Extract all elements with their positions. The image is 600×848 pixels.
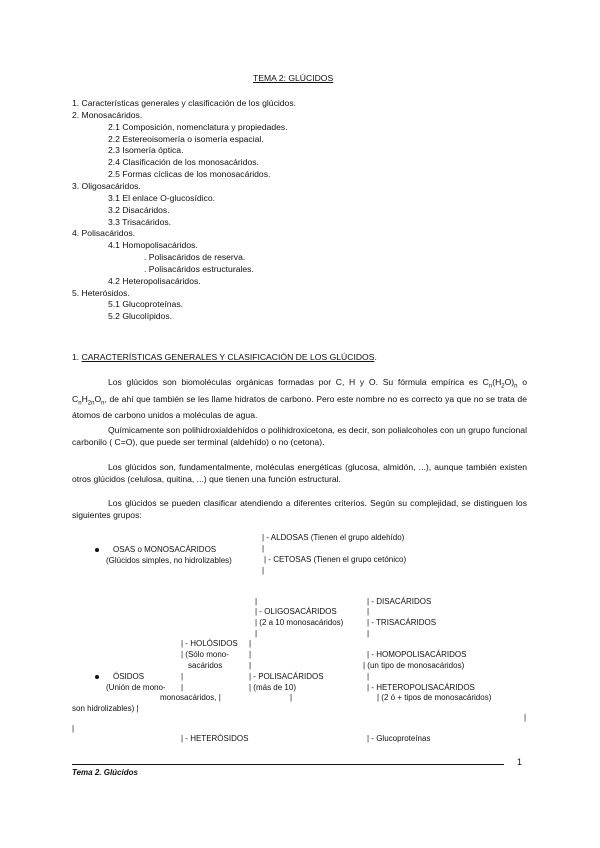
scheme-bar: | bbox=[262, 566, 265, 575]
subscript: 2n bbox=[87, 400, 95, 407]
page-title: TEMA 2: GLÚCIDOS bbox=[253, 73, 334, 83]
scheme-hidrolizables: son hidrolizables) | bbox=[72, 704, 139, 713]
toc-item: 3.3 Trisacáridos. bbox=[108, 216, 172, 227]
scheme-bar: | bbox=[249, 661, 252, 670]
scheme-osas: OSAS o MONOSACÁRIDOS bbox=[113, 545, 217, 554]
toc-item: 2.1 Composición, nomenclatura y propiedades. bbox=[108, 121, 288, 132]
section-title: CARACTERÍSTICAS GENERALES Y CLASIFICACIÓN DE LOS GLÚCIDOS bbox=[81, 352, 375, 362]
paragraph-text: , de ahí que también se les llame hidratos de carbono. Pero este nombre no es correcto ya que no se trata de átomos de carbono unidos a moléculas de agua. bbox=[72, 393, 527, 421]
paragraph-text: Los glúcidos son biomoléculas orgánicas formadas por C, H y O. Su fórmula empírica es C bbox=[108, 377, 489, 387]
paragraph-text: O bbox=[94, 393, 102, 404]
toc-item: 3.1 El enlace O-glucosídico. bbox=[108, 192, 216, 203]
scheme-glucoproteinas: | - Glucoproteínas bbox=[367, 734, 431, 743]
toc-item: 5.1 Glucoproteínas. bbox=[108, 299, 184, 310]
toc-item: 2.5 Formas cíclicas de los monosacáridos. bbox=[108, 169, 271, 180]
scheme-bar: | bbox=[367, 672, 370, 681]
scheme-mas-10: | (más de 10) bbox=[249, 683, 296, 692]
scheme-bar: | bbox=[262, 544, 265, 553]
toc-item: . Polisacáridos de reserva. bbox=[144, 252, 246, 263]
toc-item: 4. Polisacáridos. bbox=[72, 228, 136, 239]
scheme-bar: | bbox=[249, 650, 252, 659]
scheme-heterosidos: | - HETERÓSIDOS bbox=[181, 734, 249, 743]
section-heading bbox=[72, 352, 377, 363]
bullet-icon bbox=[95, 675, 99, 679]
paragraph-chemistry bbox=[72, 424, 527, 448]
toc-item: 5.2 Glucolípidos. bbox=[108, 311, 173, 322]
subscript: n bbox=[78, 400, 82, 407]
paragraph-text: o C bbox=[72, 377, 527, 404]
scheme-osas-note: (Glúcidos simples, no hidrolizables) bbox=[106, 556, 232, 565]
footer-divider bbox=[72, 764, 504, 765]
scheme-sacaridos: sacáridos bbox=[188, 661, 223, 670]
scheme-holosidos: | - HOLÓSIDOS bbox=[181, 639, 238, 648]
paragraph-text: Químicamente son polihidroxialdehídos o polihidroxicetona, es decir, son polialcoholes con un grupo funcional carbonilo ( C=O), que puede ser terminal (aldehído) o no (cetona). bbox=[72, 425, 527, 447]
subscript: n bbox=[488, 383, 493, 390]
toc-item: 2. Monosacáridos. bbox=[72, 109, 143, 120]
footer-text: Tema 2. Glúcidos bbox=[72, 768, 138, 777]
paragraph-composition bbox=[72, 376, 527, 421]
toc-item: 2.4 Clasificación de los monosacáridos. bbox=[108, 157, 259, 168]
scheme-bar: | bbox=[255, 629, 258, 638]
toc-item: 3. Oligosacáridos. bbox=[72, 180, 141, 191]
scheme-osidos: ÓSIDOS bbox=[113, 672, 145, 681]
toc-item: 3.2 Disacáridos. bbox=[108, 204, 170, 215]
scheme-bar: | bbox=[255, 597, 258, 606]
toc-item: 1. Características generales y clasificación de los glúcidos. bbox=[72, 98, 297, 108]
scheme-polisacaridos: | - POLISACÁRIDOS bbox=[249, 672, 324, 681]
scheme-bar: | bbox=[249, 639, 252, 648]
paragraph-classification bbox=[72, 497, 527, 521]
scheme-homopolisacaridos: | - HOMOPOLISACÁRIDOS bbox=[367, 650, 467, 659]
section-heading-end: . bbox=[374, 352, 377, 362]
bullet-icon bbox=[95, 548, 99, 552]
toc-item: 2.3 Isomería óptica. bbox=[108, 145, 184, 156]
scheme-dos-o-mas: | (2 ó + tipos de monosacáridos) bbox=[377, 693, 492, 702]
scheme-union: (Unión de mono- bbox=[106, 683, 166, 692]
scheme-solo-mono: | (Sólo mono- bbox=[181, 650, 229, 659]
scheme-bar: | bbox=[367, 629, 370, 638]
scheme-bar: | bbox=[72, 724, 75, 733]
scheme-aldosas: | - ALDOSAS (Tienen el grupo aldehído) bbox=[262, 533, 405, 542]
paragraph-text: O) bbox=[504, 377, 515, 387]
scheme-heteropolisacaridos: | - HETEROPOLISACÁRIDOS bbox=[367, 683, 475, 692]
subscript: 2 bbox=[501, 383, 505, 390]
paragraph-function bbox=[72, 461, 527, 485]
scheme-disacaridos: | - DISACÁRIDOS bbox=[367, 597, 432, 606]
scheme-un-tipo: | (un tipo de monosacáridos) bbox=[363, 661, 465, 670]
section-number: 1. bbox=[72, 352, 82, 362]
scheme-oligo-note: | (2 a 10 monosacáridos) bbox=[255, 618, 344, 627]
scheme-oligosacaridos: | - OLIGOSACÁRIDOS bbox=[255, 607, 337, 616]
scheme-bar: | bbox=[181, 683, 184, 692]
paragraph-text: Los glúcidos se pueden clasificar atendiendo a diferentes criterios. Según su complejidad, se distinguen los siguientes grupos: bbox=[72, 498, 527, 520]
toc-item: 4.1 Homopolisacáridos. bbox=[108, 240, 198, 251]
scheme-bar: | bbox=[367, 607, 370, 616]
toc-item: 5. Heterósidos. bbox=[72, 287, 130, 298]
scheme-bar: | bbox=[181, 672, 184, 681]
page-number: 1 bbox=[517, 757, 523, 767]
paragraph-text: Los glúcidos son, fundamentalmente, moléculas energéticas (glucosa, almidón, ...), aunque también existen otros glúcidos (celulosa, quitina, ...) que tienen una función estructural. bbox=[72, 462, 527, 484]
paragraph-text: H bbox=[81, 393, 88, 404]
scheme-bar: | bbox=[290, 693, 293, 702]
toc-item: 4.2 Heteropolisacáridos. bbox=[108, 275, 201, 286]
scheme-cetosas: | - CETOSAS (Tienen el grupo cetónico) bbox=[264, 555, 407, 564]
subscript: n bbox=[101, 400, 105, 407]
paragraph-text: (H bbox=[492, 377, 502, 387]
toc-item: 2.2 Estereoisomería o isomería espacial. bbox=[108, 133, 264, 144]
scheme-trisacaridos: | - TRISACÁRIDOS bbox=[367, 618, 437, 627]
scheme-monosacaridos: monosacáridos, | bbox=[160, 693, 221, 702]
scheme-bar: | bbox=[524, 713, 527, 722]
subscript: n bbox=[514, 383, 518, 390]
toc-item: . Polisacáridos estructurales. bbox=[144, 263, 254, 274]
